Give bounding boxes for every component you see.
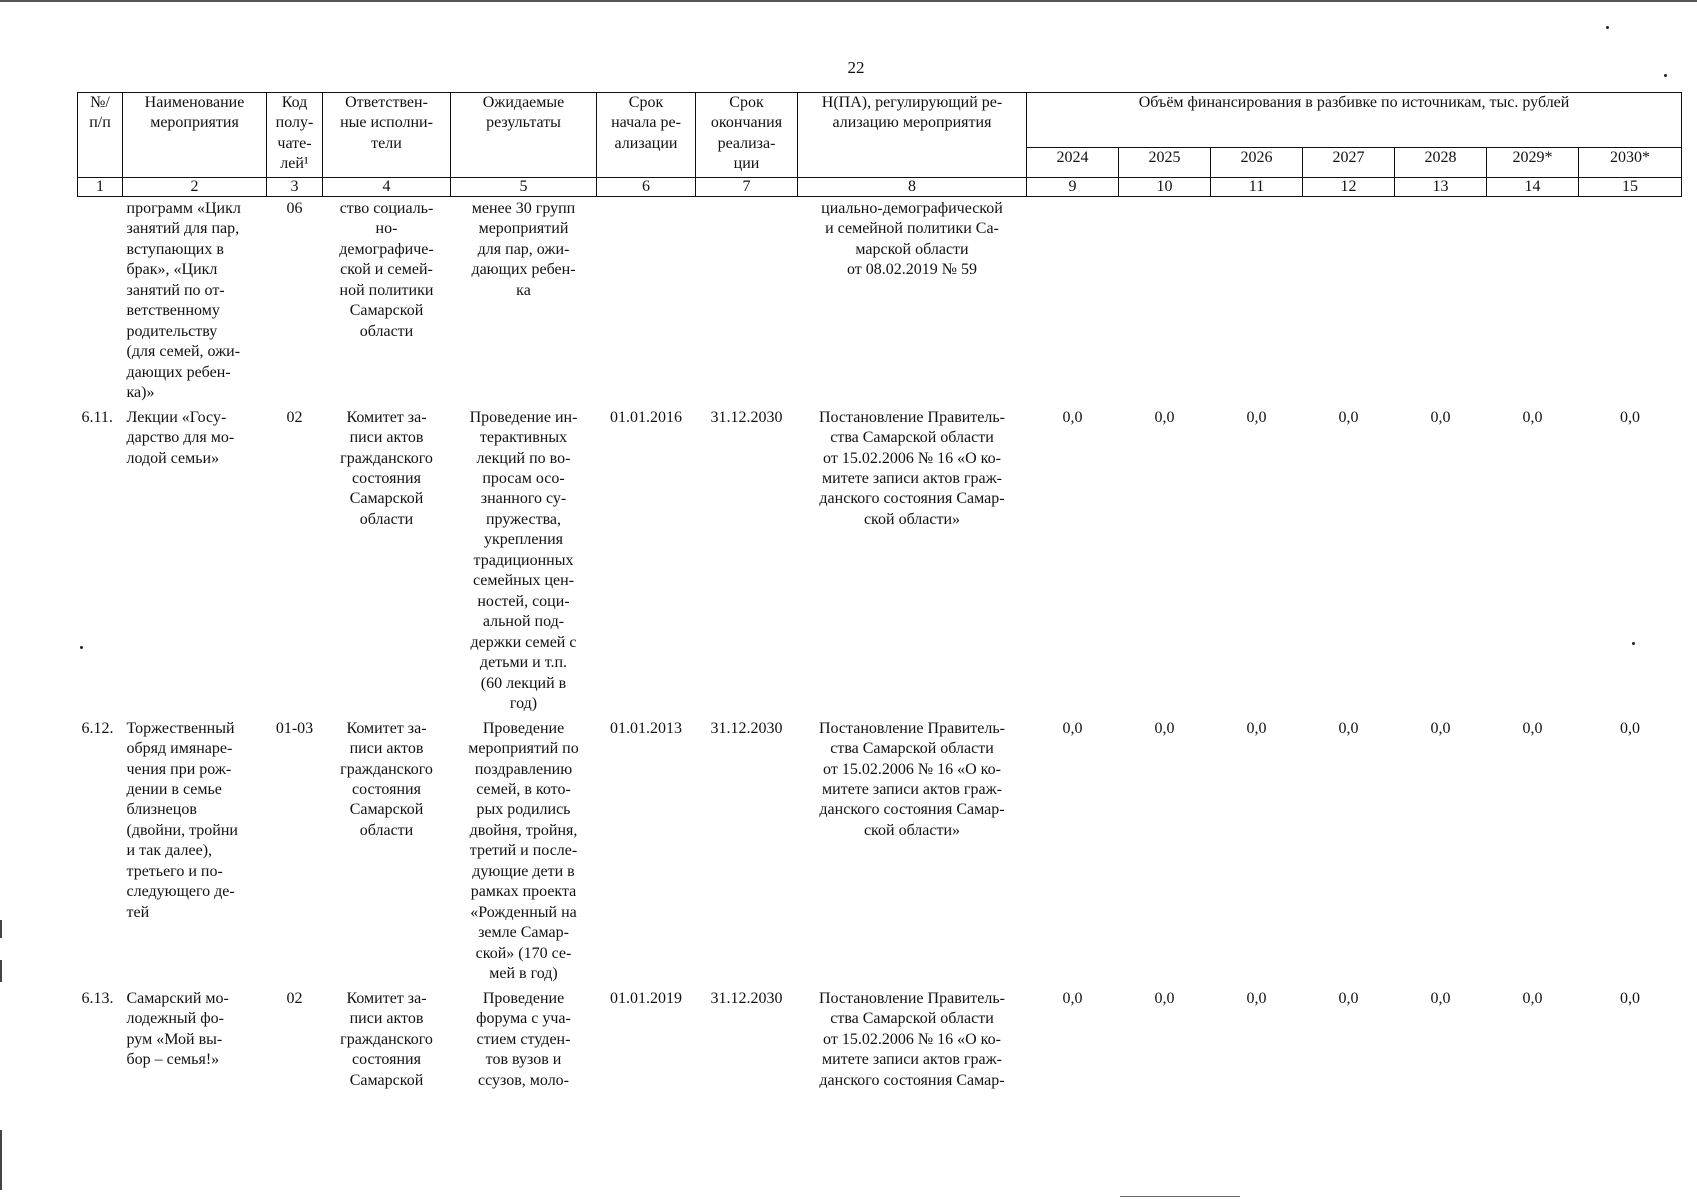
start-date: 01.01.2013 [610, 719, 682, 737]
financing-value: 0,0 [1620, 408, 1641, 426]
financing-value: 0,0 [1430, 408, 1451, 426]
financing-value: 0,0 [1522, 719, 1543, 737]
financing-value: 0,0 [1246, 989, 1267, 1007]
executors: Комитет за- писи актов гражданского состояния Самарской области [340, 408, 433, 528]
header-recipient-code: Код полу- чате- лей¹ [267, 93, 323, 178]
column-number: 10 [1119, 177, 1211, 196]
executors: Комитет за- писи актов гражданского состояния Самарской [340, 989, 433, 1089]
financing-value: 0,0 [1246, 408, 1267, 426]
financing-value [1579, 196, 1682, 405]
financing-value [1395, 196, 1487, 405]
regulation: циально-демографической и семейной политики Са- марской области от 08.02.2019 № 59 [821, 199, 1003, 279]
regulation: Постановление Правитель- ства Самарской области от 15.02.2006 № 16 «О ко- митете записи актов граж- данского состояния Самар- ской области» [818, 719, 1006, 839]
header-row [78, 93, 1682, 148]
recipient-code: 01-03 [275, 719, 314, 737]
recipient-code: 02 [286, 989, 303, 1007]
scan-speck [1606, 26, 1609, 29]
financing-value: 0,0 [1620, 719, 1641, 737]
financing-value: 0,0 [1062, 719, 1083, 737]
financing-value [1027, 196, 1119, 405]
header-year: 2030* [1579, 148, 1682, 178]
header-end-date: Срок окончания реализа- ции [696, 93, 798, 178]
scan-edge-mark [0, 960, 2, 982]
column-number: 15 [1579, 177, 1682, 196]
financing-value: 0,0 [1522, 989, 1543, 1007]
expected-results: Проведение ин- терактивных лекций по во- просам осо- знанного су- пружества, укрепления традиционных семейных цен- ностей, соци- альной под- держки семей с детьми и т.п. (60 лекций в год) [469, 408, 578, 713]
scan-edge-line [0, 0, 1697, 2]
end-date: 31.12.2030 [710, 989, 783, 1007]
financing-value: 0,0 [1246, 719, 1267, 737]
recipient-code: 02 [286, 408, 303, 426]
table-row [78, 196, 1682, 405]
activity-name: Самарский мо- лодежный фо- рум «Мой вы- бор – семья!» [126, 989, 229, 1069]
column-number: 2 [123, 177, 267, 196]
end-date [696, 196, 798, 405]
header-year: 2027 [1303, 148, 1395, 178]
column-number: 4 [323, 177, 451, 196]
financing-value: 0,0 [1338, 408, 1359, 426]
header-year: 2029* [1487, 148, 1579, 178]
start-date: 01.01.2016 [610, 408, 682, 426]
column-number: 8 [798, 177, 1027, 196]
financing-value: 0,0 [1154, 408, 1175, 426]
header-year: 2025 [1119, 148, 1211, 178]
activity-name: программ «Цикл занятий для пар, вступающих в брак», «Цикл занятий по от- ветственному родительству (для семей, ожи- дающих ребен- ка)» [126, 199, 241, 402]
column-number: 6 [597, 177, 696, 196]
column-number: 3 [267, 177, 323, 196]
expected-results: Проведение форума с уча- стием студен- тов вузов и ссузов, моло- [476, 989, 571, 1089]
header-activity-name: Наименование мероприятия [123, 93, 267, 178]
column-number: 13 [1395, 177, 1487, 196]
financing-value: 0,0 [1430, 719, 1451, 737]
table-row [78, 717, 1682, 987]
expected-results: Проведение мероприятий по поздравлению семей, в кото- рых родились двойня, тройня, третий и после- дующие дети в рамках проекта «Рожденный на земле Самар- ской» (170 се- мей в год) [468, 719, 579, 983]
financing-value: 0,0 [1154, 719, 1175, 737]
header-year: 2028 [1395, 148, 1487, 178]
column-number: 12 [1303, 177, 1395, 196]
header-start-date: Срок начала ре- ализации [597, 93, 696, 178]
executors: Комитет за- писи актов гражданского состояния Самарской области [340, 719, 433, 839]
header-regulation: Н(ПА), регулирующий ре- ализацию мероприятия [798, 93, 1027, 178]
financing-value: 0,0 [1620, 989, 1641, 1007]
end-date: 31.12.2030 [710, 719, 783, 737]
recipient-code: 06 [286, 199, 303, 217]
page-number: 22 [847, 58, 865, 77]
column-number: 11 [1211, 177, 1303, 196]
financing-value: 0,0 [1338, 989, 1359, 1007]
column-number: 1 [78, 177, 123, 196]
financing-value [1487, 196, 1579, 405]
activity-name: Торжественный обряд имянаре- чения при рож- дении в семье близнецов (двойни, тройни и так далее), третьего и по- следующего де- тей [126, 719, 238, 921]
header-year: 2024 [1027, 148, 1119, 178]
column-number-row [78, 177, 1682, 196]
column-number: 9 [1027, 177, 1119, 196]
header-number: №/ п/п [78, 93, 123, 178]
header-executors: Ответствен- ные исполни- тели [323, 93, 451, 178]
column-number: 14 [1487, 177, 1579, 196]
table-row [78, 406, 1682, 717]
scan-edge-mark [1120, 1196, 1240, 1197]
financing-value: 0,0 [1154, 989, 1175, 1007]
column-number: 5 [451, 177, 597, 196]
header-year: 2026 [1211, 148, 1303, 178]
scan-edge-mark [0, 1130, 2, 1190]
financing-value [1211, 196, 1303, 405]
column-number: 7 [696, 177, 798, 196]
scan-edge-mark [0, 920, 2, 938]
start-date [597, 196, 696, 405]
header-financing: Объём финансирования в разбивке по источникам, тыс. рублей [1027, 93, 1682, 148]
table-row [78, 987, 1682, 1107]
financing-value: 0,0 [1062, 989, 1083, 1007]
row-number: 6.13. [81, 989, 114, 1007]
end-date: 31.12.2030 [710, 408, 783, 426]
start-date: 01.01.2019 [610, 989, 682, 1007]
executors: ство социаль- но- демографиче- ской и семей- ной политики Самарской области [339, 199, 434, 340]
row-number: 6.11. [81, 408, 113, 426]
regulation: Постановление Правитель- ства Самарской области от 15.02.2006 № 16 «О ко- митете записи актов граж- данского состояния Самар- ской области» [818, 408, 1006, 528]
header-expected-results: Ожидаемые результаты [451, 93, 597, 178]
row-number [78, 196, 123, 405]
activity-name: Лекции «Госу- дарство для мо- лодой семьи» [126, 408, 235, 467]
financing-value [1303, 196, 1395, 405]
financing-table [77, 92, 1682, 1107]
financing-value: 0,0 [1430, 989, 1451, 1007]
expected-results: менее 30 групп мероприятий для пар, ожи- дающих ребен- ка [471, 199, 576, 299]
financing-value [1119, 196, 1211, 405]
financing-value: 0,0 [1522, 408, 1543, 426]
financing-value: 0,0 [1062, 408, 1083, 426]
row-number: 6.12. [81, 719, 114, 737]
financing-value: 0,0 [1338, 719, 1359, 737]
regulation: Постановление Правитель- ства Самарской области от 15.02.2006 № 16 «О ко- митете записи актов граж- данского состояния Самар- [818, 989, 1006, 1089]
